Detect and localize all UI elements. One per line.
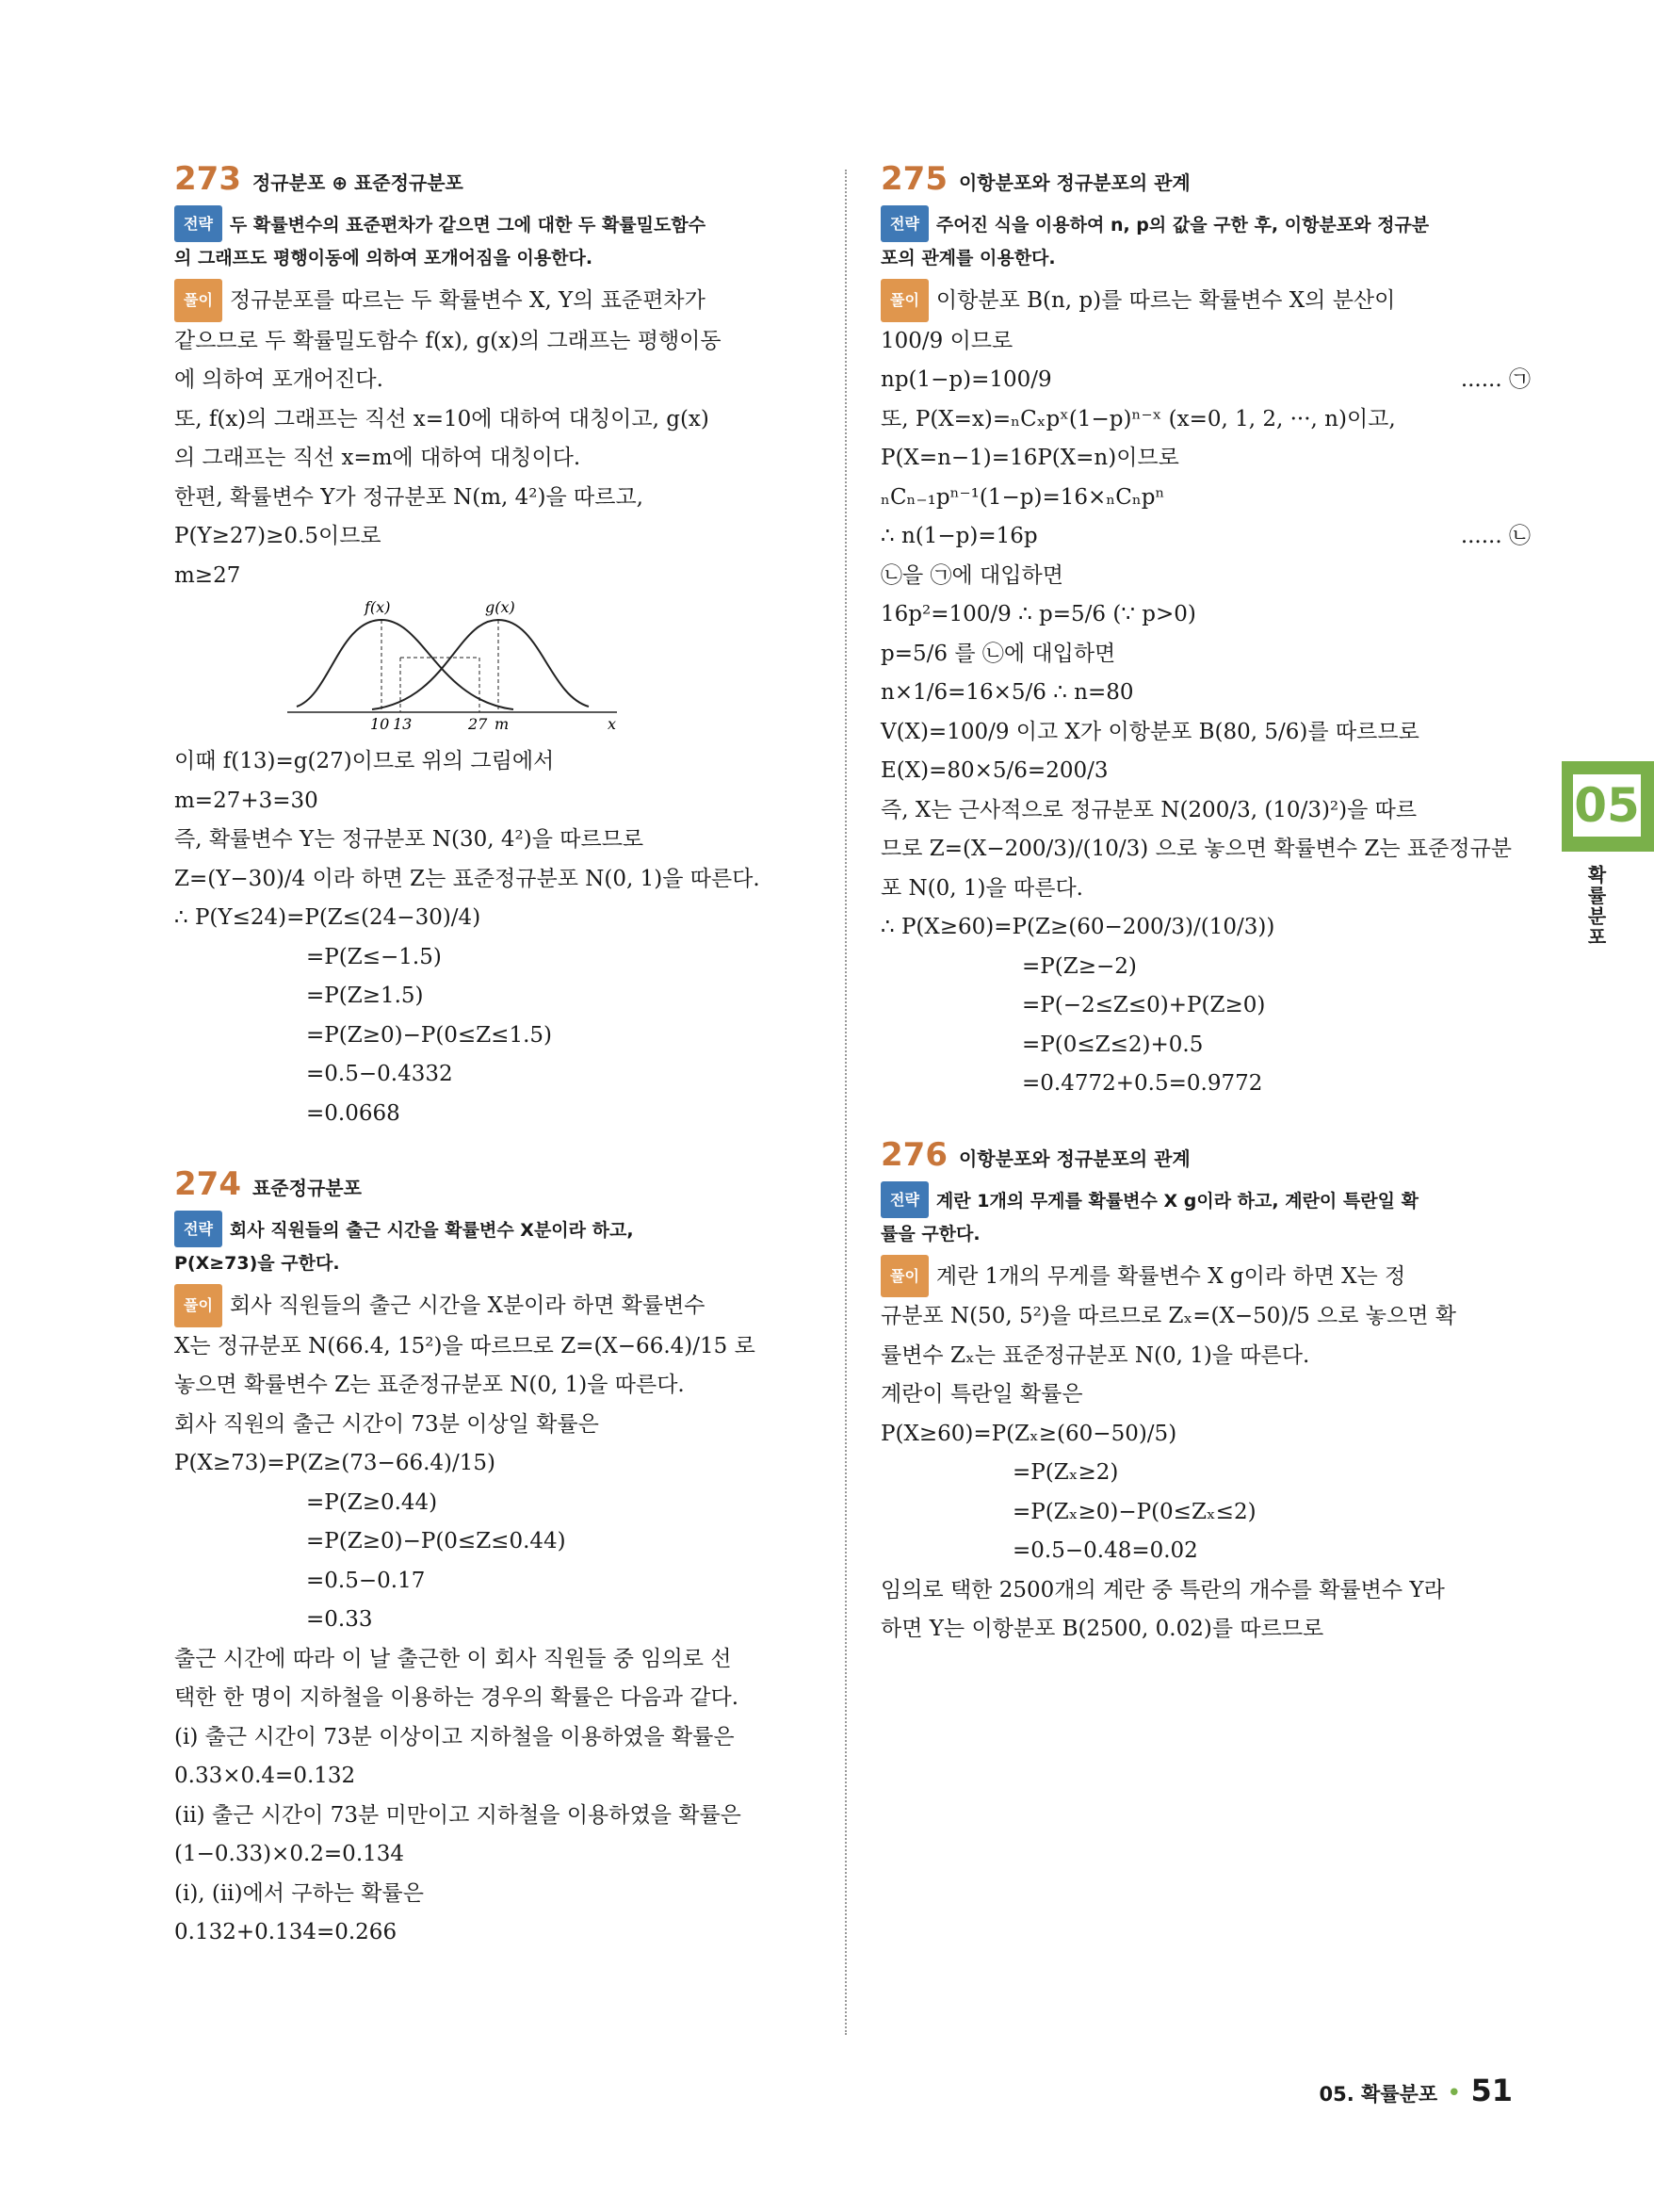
left-column [174, 160, 824, 1953]
strategy-tag: 전략 [881, 1181, 929, 1218]
strategy-text: 전략 계란 1개의 무게를 확률변수 X g이라 하고, 계란이 특란일 확 률을 구한다. [881, 1181, 1531, 1251]
solution-tag: 풀이 [174, 279, 222, 322]
fx-label: f(x) [365, 601, 391, 616]
problem-274: 274 표준정규분포 전략 회사 직원들의 출근 시간을 확률변수 X분이라 하고, P(X≥73)을 구한다. 풀이 회사 직원들의 출근 시간을 X분이라 하면 확률변수 X는 정규분포 N(66.4, 15²)을 따르므로 Z=(X−66.4)/15 로 놓으면 확률변수 Z는 표준정규분포 N(0, 1)을 따른다. 회사 직원의 출근 시간이 73분 이상일 확률은 P(X≥73)=P(Z≥(73−66.4)/15) =P(Z≥0.44) =P(Z≥0)−P(0≤Z≤0.44) =0.5−0.17 =0.33 출근 시간에 따라 이 날 출근한 이 회사 직원들 중 임의로 선 택한 한 명이 지하철을 이용하는 경우의 확률은 다음과 같다. (ⅰ) 출근 시간이 73분 이상이고 지하철을 이용하였을 확률은 0.33×0.4=0.132 (ⅱ) 출근 시간이 73분 미만이고 지하철을 이용하였을 확률은 (1−0.33)×0.2=0.134 (ⅰ), (ⅱ)에서 구하는 확률은 0.132+0.134=0.266 [174, 1165, 824, 1953]
tick-10: 10 [370, 715, 390, 733]
tick-13: 13 [393, 715, 413, 733]
problem-title: 이항분포와 정규분포의 관계 [958, 1147, 1191, 1170]
equation-marker: ...... ㉡ [1460, 524, 1531, 548]
equation-marker: ...... ㉠ [1460, 367, 1531, 392]
tick-27: 27 [468, 715, 488, 733]
normal-curves-graph [287, 601, 626, 733]
problem-275: 275 이항분포와 정규분포의 관계 전략 주어진 식을 이용하여 n, p의 값을 구한 후, 이항분포와 정규분 포의 관계를 이용한다. 풀이 이항분포 B(n, p)를 따르는 확률변수 X의 분산이 100/9 이므로 np(1−p)=100/9 ...... ㉠ 또, P(X=x)=ₙCₓpˣ(1−p)ⁿ⁻ˣ (x=0, 1, 2, ···, n)이고, P(X=n−1)=16P(X=n)이므로 ₙCₙ₋₁pⁿ⁻¹(1−p)=16×ₙCₙpⁿ ∴ n(1−p)=16p ...... ㉡ ㉡을 ㉠에 대입하면 16p²=100/9 ∴ p=5/6 (∵ p>0) p=5/6 를 ㉡에 대입하면 n×1/6=16×5/6 ∴ n=80 V(X)=100/9 이고 X가 이항분포 B(80, 5/6)를 따르므로 E(X)=80×5/6=200/3 즉, X는 근사적으로 정규분포 N(200/3, (10/3)²)을 따르 므로 Z=(X−200/3)/(10/3) 으로 놓으면 확률변수 Z는 표준정규분 포 N(0, 1)을 따른다. ∴ P(X≥60)=P(Z≥(60−200/3)/(10/3)) =P(Z≥−2) =P(−2≤Z≤0)+P(Z≥0) =P(0≤Z≤2)+0.5 =0.4772+0.5=0.9772 [881, 160, 1531, 1096]
problem-273: 273 정규분포 ⊕ 표준정규분포 전략 두 확률변수의 표준편차가 같으면 그에 대한 두 확률밀도함수 의 그래프도 평행이동에 의하여 포개어짐을 이용한다. 풀이 정규분포를 따르는 두 확률변수 X, Y의 표준편차가 같으므로 두 확률밀도함수 f(x), g(x)의 그래프는 평행이동 에 의하여 포개어진다. 또, f(x)의 그래프는 직선 x=10에 대하여 대칭이고, g(x) 의 그래프는 직선 x=m에 대하여 대칭이다. 한편, 확률변수 Y가 정규분포 N(m, 4²)을 따르고, P(Y≥27)≥0.5이므로 m≥27 f(x) g(x) 10 13 27 m x 이때 f(13)=g(27)이므로 위의 그림에서 m=27+3=30 즉, 확률변수 Y는 정규분포 N(30, 4²)을 따르므로 Z=(Y−30)/4 이라 하면 Z는 표준정규분포 N(0, 1)을 따른다. ∴ P(Y≤24)=P(Z≤(24−30)/4) =P(Z≤−1.5) =P(Z≥1.5) =P(Z≥0)−P(0≤Z≤1.5) =0.5−0.4332 =0.0668 [174, 160, 824, 1133]
axis-x: x [608, 715, 617, 733]
solution-tag: 풀이 [174, 1284, 222, 1327]
strategy-tag: 전략 [174, 1211, 222, 1247]
footer-chapter: 05. 확률분포 [1319, 2083, 1438, 2106]
page-footer [1319, 2073, 1513, 2108]
solution-tag: 풀이 [881, 1255, 929, 1298]
problem-number: 275 [881, 160, 948, 198]
strategy-tag: 전략 [881, 205, 929, 242]
solution-tag: 풀이 [881, 279, 929, 322]
problem-title: 표준정규분포 [251, 1177, 362, 1199]
column-divider [845, 170, 847, 2035]
footer-dot: • [1447, 2079, 1462, 2107]
right-column [881, 160, 1531, 1650]
problem-276: 276 이항분포와 정규분포의 관계 전략 계란 1개의 무게를 확률변수 X g이라 하고, 계란이 특란일 확 률을 구한다. 풀이 계란 1개의 무게를 확률변수 X g이라 하면 X는 정 규분포 N(50, 5²)을 따르므로 Zₓ=(X−50)/5 으로 놓으면 확 률변수 Zₓ는 표준정규분포 N(0, 1)을 따른다. 계란이 특란일 확률은 P(X≥60)=P(Zₓ≥(60−50)/5) =P(Zₓ≥2) =P(Zₓ≥0)−P(0≤Zₓ≤2) =0.5−0.48=0.02 임의로 택한 2500개의 계란 중 특란의 개수를 확률변수 Y라 하면 Y는 이항분포 B(2500, 0.02)를 따르므로 [881, 1136, 1531, 1650]
strategy-text: 전략 주어진 식을 이용하여 n, p의 값을 구한 후, 이항분포와 정규분 포의 관계를 이용한다. [881, 205, 1531, 275]
problem-title: 이항분포와 정규분포의 관계 [958, 171, 1191, 194]
tick-m: m [495, 715, 510, 733]
chapter-tab-label: 확률분포 [1584, 865, 1607, 948]
strategy-text: 전략 두 확률변수의 표준편차가 같으면 그에 대한 두 확률밀도함수 의 그래프도 평행이동에 의하여 포개어짐을 이용한다. [174, 205, 824, 275]
problem-title: 정규분포 ⊕ 표준정규분포 [251, 171, 463, 194]
problem-number: 274 [174, 1165, 241, 1203]
gx-label: g(x) [485, 601, 515, 616]
problem-number: 273 [174, 160, 241, 198]
chapter-tab-number: 05 [1573, 774, 1641, 837]
page-number: 51 [1470, 2073, 1513, 2108]
strategy-tag: 전략 [174, 205, 222, 242]
strategy-text: 전략 회사 직원들의 출근 시간을 확률변수 X분이라 하고, P(X≥73)을 구한다. [174, 1211, 824, 1280]
problem-number: 276 [881, 1135, 948, 1174]
